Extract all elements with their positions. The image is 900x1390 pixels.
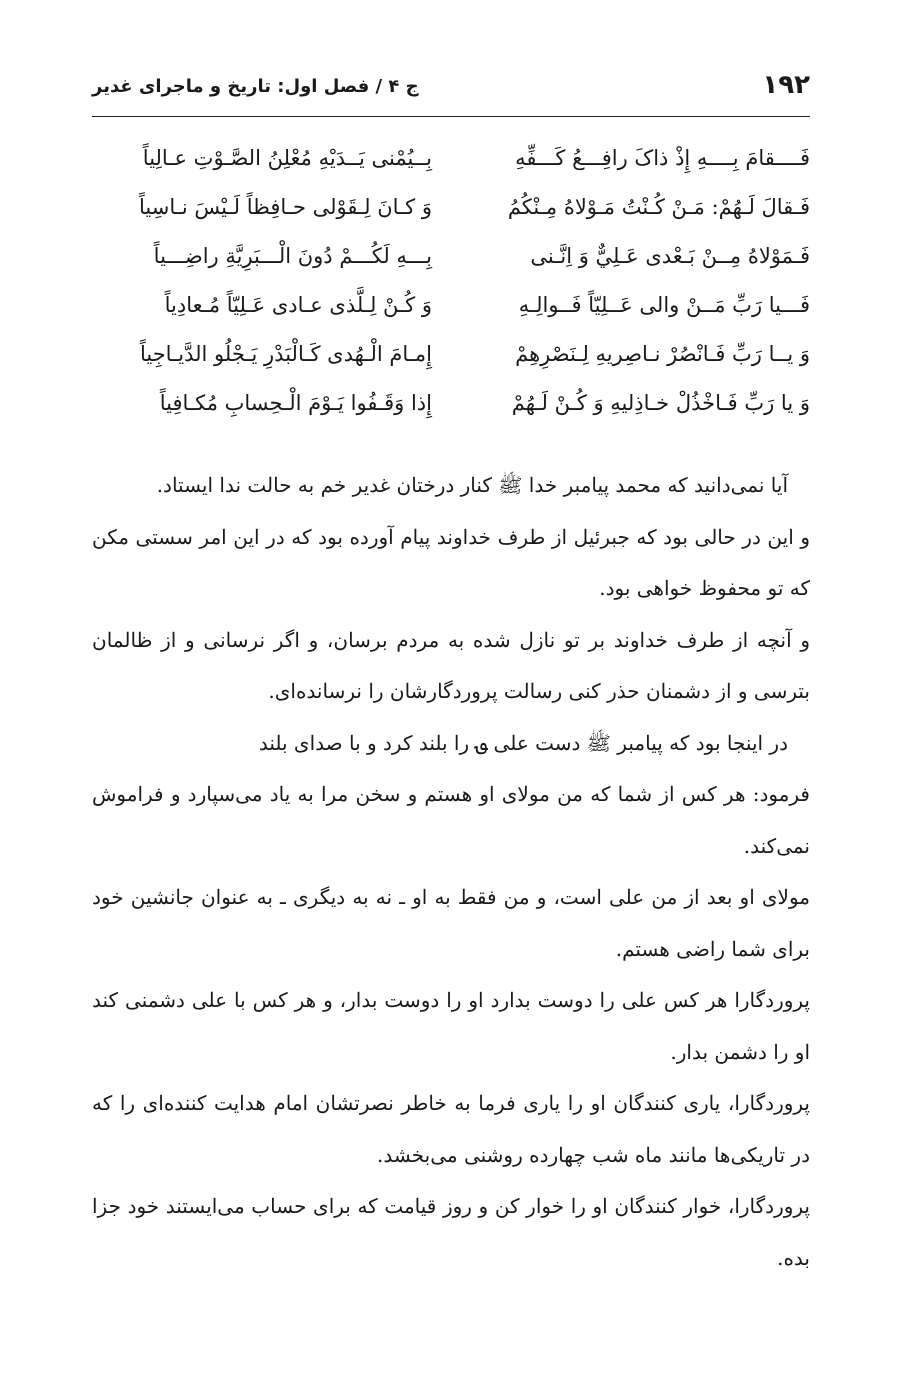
verse [92,138,810,187]
verse-second-hemistich: بِــيُمْنى يَــدَيْهِ مُعْلِنُ الصَّـوْتِ عـالِياً [142,146,432,170]
paragraph: در اینجا بود که پیامبر ﷺ دست علی ؈ را بلند کرد و با صدای بلند [258,730,788,755]
verse-first-hemistich: وَ يــا رَبِّ فَـانْصُرْ نـاصِريهِ لِـنَصْرِهِمْ [515,342,810,366]
verse [92,334,810,383]
paragraph: و آنچه از طرف خداوند بر تو نازل شده به مردم برسان، و اگر نرسانی و از ظالمان بترسی و از دشمنان حذر کنی رسالت پروردگارشان را نرسانده‌ای. [92,627,810,703]
verse-first-hemistich: فَــــقامَ بِــــهِ إِذْ ذاکَ رافِـــعُ کَـــفِّهِ [515,146,810,170]
verse [92,383,810,432]
page-header [92,66,810,112]
paragraph: و این در حالی بود که جبرئیل از طرف خداوند پیام آورده بود که در این امر سستی مکن که تو محفوظ خواهی بود. [92,524,810,600]
verse [92,187,810,236]
running-title: ج ۴ / فصل اول: تاریخ و ماجرای غدیر [92,76,419,97]
paragraph: پروردگارا، خوار کنندگان او را خوار کن و روز قیامت که برای حساب می‌ایستند خود جزا بده. [92,1194,810,1270]
paragraph: پروردگارا هر کس علی را دوست بدارد او را دوست بدار، و هر کس با علی دشمنی کند او را دشمن بدار. [92,988,810,1064]
verse-second-hemistich: إِذا وَقَـفُوا يَـوْمَ الْـحِسابِ مُکـافِياً [159,391,432,415]
verse-second-hemistich: وَ کُـنْ لِـلَّذى عـادى عَـلِيّاً مُـعادِياً [164,293,432,317]
verse-second-hemistich: بِـــهِ لَکُـــمْ دُونَ الْـــبَرِيَّةِ راضِـــياً [153,244,432,268]
prose-body [92,460,810,1284]
verse-first-hemistich: فَـمَوْلاهُ مِــنْ بَـعْدى عَـلِيٌّ وَ اِنَّـنى [530,244,810,268]
page-number: ۱۹۲ [762,70,810,100]
verse-second-hemistich: وَ کـانَ لِـقَوْلى حـافِظاً لَـيْسَ نـاسِياً [139,195,432,219]
verse [92,285,810,334]
header-rule [92,116,810,117]
verse-first-hemistich: فَـقالَ لَـهُمْ: مَـنْ کُـنْتُ مَـوْلاهُ مِـنْکُمُ [507,195,810,219]
paragraph: آیا نمی‌دانید که محمد پیامبر خدا ﷺ کنار درختان غدیر خم به حالت ندا ایستاد. [156,473,788,497]
verse-first-hemistich: وَ يا رَبِّ فَـاخْذُلْ خـاذِليهِ وَ کُـنْ لَـهُمْ [511,391,810,415]
poem [92,138,810,432]
verse [92,236,810,285]
verse-second-hemistich: إِمـامَ الْـهُدى کَـالْبَدْرِ يَـجْلُو الدَّيـاجِياً [139,342,432,366]
paragraph: فرمود: هر کس از شما که من مولای او هستم و سخن مرا به یاد می‌سپارد و فراموش نمی‌کند. [92,782,810,858]
paragraph: پروردگارا، یاری کنندگان او را یاری فرما به خاطر نصرتشان امام هدایت کننده‌ای را که در تاریکی‌ها مانند ماه شب چهارده روشنی می‌بخشد. [92,1091,810,1167]
verse-first-hemistich: فَـــيا رَبِّ مَــنْ والى عَــلِيّاً فَــوالِـهِ [518,293,810,317]
paragraph: مولای او بعد از من علی است، و من فقط به او ـ نه به دیگری ـ به عنوان جانشین خود برای شما راضی هستم. [92,885,810,961]
